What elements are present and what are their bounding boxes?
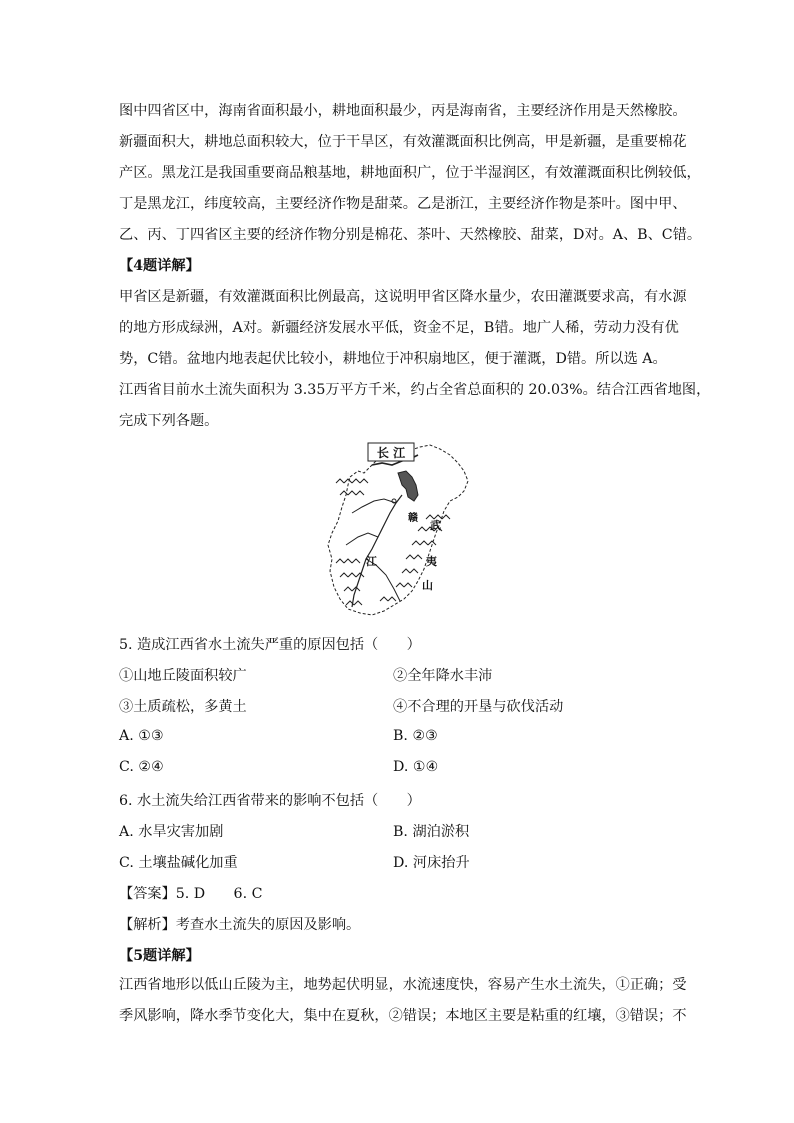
map-label-yi: 夷 (426, 555, 437, 568)
answer-option: A. ①③ (119, 728, 164, 744)
map-label-shan: 山 (422, 579, 433, 592)
answer-option: B. ②③ (393, 728, 438, 744)
question-intro-line: 江西省目前水土流失面积为 3.35万平方千米，约占全省总面积的 20.03%。结合江西省地图， (119, 382, 711, 398)
statement-item: ④不合理的开垦与砍伐活动 (393, 699, 564, 715)
answer-option: C. 土壤盐碱化加重 (119, 855, 238, 871)
jiangxi-map (318, 441, 478, 619)
analysis-line: 【解析】考查水土流失的原因及影响。 (119, 917, 361, 933)
answer-option: C. ②④ (119, 759, 164, 775)
map-label-wu: 武 (430, 519, 441, 532)
map-label-gan: 赣 (408, 513, 418, 524)
paragraph-line: 乙、丙、丁四省区主要的经济作物分别是棉花、茶叶、天然橡胶、甜菜，D对。A、B、C错。 (119, 227, 702, 243)
answer-option: D. 河床抬升 (393, 855, 470, 871)
answer-option: D. ①④ (393, 759, 439, 775)
answer-option: A. 水旱灾害加剧 (119, 824, 224, 840)
paragraph-line: 的地方形成绿洲，A对。新疆经济发展水平低，资金不足，B错。地广人稀，劳动力没有优 (119, 320, 679, 336)
section-heading-q4: 【4题详解】 (119, 258, 200, 274)
question-6-stem: 6. 水土流失给江西省带来的影响不包括（ ） (119, 793, 421, 809)
paragraph-line: 丁是黑龙江，纬度较高，主要经济作物是甜菜。乙是浙江，主要经济作物是茶叶。图中甲、 (119, 196, 687, 212)
statement-item: ③土质疏松，多黄土 (119, 699, 247, 715)
river-label: 长 江 (376, 446, 406, 460)
section-heading-q5: 【5题详解】 (119, 948, 200, 964)
paragraph-line: 甲省区是新疆，有效灌溉面积比例最高，这说明甲省区降水量少，农田灌溉要求高，有水源 (119, 289, 687, 305)
paragraph-line: 势，C错。盆地内地表起伏比较小，耕地位于冲积扇地区，便于灌溉，D错。所以选 A。 (119, 351, 667, 367)
statement-item: ②全年降水丰沛 (393, 668, 493, 684)
statement-item: ①山地丘陵面积较广 (119, 668, 247, 684)
answer-line: 【答案】5. D 6. C (119, 886, 263, 902)
paragraph-line: 产区。黑龙江是我国重要商品粮基地，耕地面积广，位于半湿润区，有效灌溉面积比例较低， (119, 165, 701, 181)
paragraph-line: 新疆面积大，耕地总面积较大，位于干旱区，有效灌溉面积比例高，甲是新疆，是重要棉花 (119, 134, 687, 150)
paragraph-line: 图中四省区中，海南省面积最小，耕地面积最少，丙是海南省，主要经济作用是天然橡胶。 (119, 103, 687, 119)
tributary (346, 533, 378, 545)
paragraph-line: 江西省地形以低山丘陵为主，地势起伏明显，水流速度快，容易产生水土流失，①正确；受 (119, 977, 687, 993)
province-outline (328, 445, 468, 615)
paragraph-line: 季风影响，降水季节变化大，集中在夏秋，②错误；本地区主要是粘重的红壤，③错误；不 (119, 1008, 687, 1024)
map-label-jiang: 江 (366, 555, 377, 568)
question-5-stem: 5. 造成江西省水土流失严重的原因包括（ ） (119, 637, 421, 653)
tributary (352, 499, 396, 513)
answer-option: B. 湖泊淤积 (393, 824, 470, 840)
question-intro-line: 完成下列各题。 (119, 413, 219, 429)
